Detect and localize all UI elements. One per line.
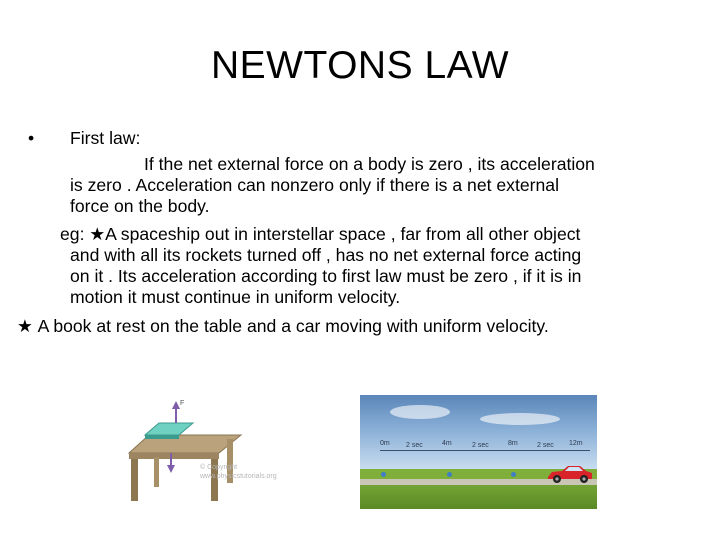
time-label: 2 sec	[406, 442, 423, 449]
example-prefix: eg:	[60, 224, 90, 244]
example-text: A spaceship out in interstellar space , far from all other object	[105, 224, 581, 244]
distance-label: 4m	[442, 440, 452, 447]
first-law-heading: First law:	[70, 128, 141, 148]
distance-label: 12m	[569, 440, 583, 447]
body-line: on it . Its acceleration according to first law must be zero , if it is in	[70, 266, 582, 286]
slide-title: NEWTONS LAW	[210, 44, 510, 87]
body-line: If the net external force on a body is zero , its acceleration	[144, 154, 595, 174]
example-text: A book at rest on the table and a car moving with uniform velocity.	[37, 316, 549, 336]
bullet-marker: •	[28, 128, 35, 148]
position-marker	[511, 472, 516, 477]
distance-label: 0m	[380, 440, 390, 447]
body-line: is zero . Acceleration can nonzero only if there is a net external	[70, 175, 559, 195]
red-car-icon	[546, 463, 594, 485]
watermark	[200, 463, 277, 481]
position-marker	[447, 472, 452, 477]
watermark-line: www.physicstutorials.org	[200, 473, 277, 480]
body-line: motion it must continue in uniform velocity.	[70, 287, 401, 307]
car-uniform-velocity-figure	[360, 395, 597, 509]
grass	[360, 485, 597, 509]
table-illustration	[127, 395, 317, 505]
watermark-line: © Copyright	[200, 464, 238, 471]
distance-label: 8m	[508, 440, 518, 447]
book-on-table-figure	[127, 395, 317, 505]
force-label: F	[180, 400, 185, 407]
body-line: and with all its rockets turned off , has no net external force acting	[70, 245, 582, 265]
time-label: 2 sec	[472, 442, 489, 449]
example-line-2	[17, 316, 549, 338]
distance-axis	[380, 450, 590, 451]
star-icon: ★	[17, 317, 33, 337]
star-icon: ★	[89, 225, 106, 245]
time-label: 2 sec	[537, 442, 554, 449]
position-marker	[381, 472, 386, 477]
sky	[360, 395, 597, 469]
body-line: force on the body.	[70, 196, 210, 216]
example-line	[60, 224, 580, 246]
